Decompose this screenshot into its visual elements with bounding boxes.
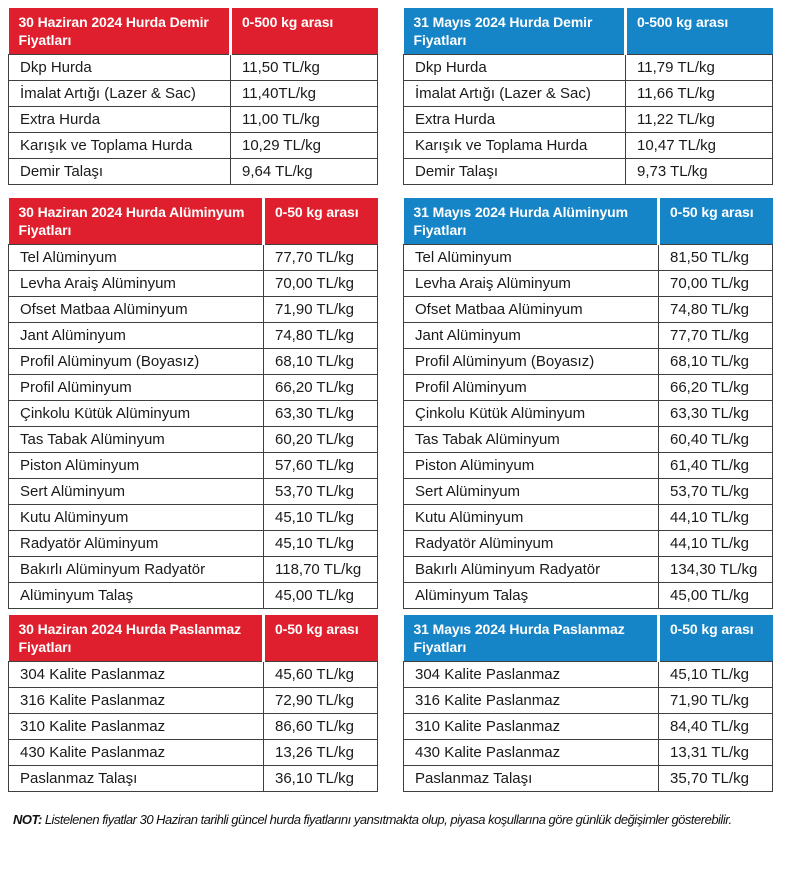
table-row — [9, 270, 378, 296]
table-row — [9, 80, 378, 106]
table-row — [404, 504, 773, 530]
table-header — [404, 615, 773, 661]
table-row — [404, 452, 773, 478]
item-price: 11,22 TL/kg — [626, 106, 773, 132]
table-title: 30 Haziran 2024 Hurda Alüminyum Fiyatları — [9, 198, 264, 244]
price-table-demir-31-mayis — [403, 8, 773, 185]
table-weight-range: 0-50 kg arası — [659, 615, 773, 661]
item-price: 9,64 TL/kg — [231, 158, 378, 184]
table-row — [9, 582, 378, 608]
item-price: 10,29 TL/kg — [231, 132, 378, 158]
item-price: 77,70 TL/kg — [659, 322, 773, 348]
item-price: 11,79 TL/kg — [626, 54, 773, 80]
item-price: 86,60 TL/kg — [264, 713, 378, 739]
item-label: 310 Kalite Paslanmaz — [9, 713, 264, 739]
item-label: Tas Tabak Alüminyum — [9, 426, 264, 452]
table-weight-range: 0-50 kg arası — [264, 615, 378, 661]
table-row — [9, 556, 378, 582]
table-row — [9, 426, 378, 452]
table-row — [9, 400, 378, 426]
table-row — [404, 739, 773, 765]
table-body — [9, 244, 378, 608]
item-label: Çinkolu Kütük Alüminyum — [9, 400, 264, 426]
item-label: Bakırlı Alüminyum Radyatör — [9, 556, 264, 582]
item-label: Demir Talaşı — [404, 158, 626, 184]
item-label: İmalat Artığı (Lazer & Sac) — [9, 80, 231, 106]
item-label: Alüminyum Talaş — [404, 582, 659, 608]
item-label: 316 Kalite Paslanmaz — [404, 687, 659, 713]
table-weight-range: 0-50 kg arası — [264, 198, 378, 244]
item-label: Çinkolu Kütük Alüminyum — [404, 400, 659, 426]
item-price: 35,70 TL/kg — [659, 765, 773, 791]
item-label: Kutu Alüminyum — [9, 504, 264, 530]
column-31-mayis — [403, 8, 773, 792]
price-table-aluminyum-31-mayis — [403, 198, 773, 609]
table-header — [404, 8, 773, 54]
table-header — [9, 198, 378, 244]
table-row — [404, 54, 773, 80]
table-header — [9, 8, 378, 54]
table-body — [9, 54, 378, 184]
table-row — [9, 296, 378, 322]
item-label: Profil Alüminyum — [404, 374, 659, 400]
table-row — [9, 504, 378, 530]
item-price: 57,60 TL/kg — [264, 452, 378, 478]
item-price: 61,40 TL/kg — [659, 452, 773, 478]
item-label: Piston Alüminyum — [9, 452, 264, 478]
table-row — [9, 374, 378, 400]
table-row — [9, 348, 378, 374]
price-table-demir-30-haziran — [8, 8, 378, 185]
item-label: Ofset Matbaa Alüminyum — [404, 296, 659, 322]
item-price: 53,70 TL/kg — [264, 478, 378, 504]
item-label: Tas Tabak Alüminyum — [404, 426, 659, 452]
item-price: 45,00 TL/kg — [264, 582, 378, 608]
table-row — [404, 374, 773, 400]
item-label: Profil Alüminyum (Boyasız) — [404, 348, 659, 374]
table-row — [9, 322, 378, 348]
item-label: Tel Alüminyum — [404, 244, 659, 270]
item-label: Dkp Hurda — [404, 54, 626, 80]
item-label: Kutu Alüminyum — [404, 504, 659, 530]
item-price: 77,70 TL/kg — [264, 244, 378, 270]
footer-note-prefix: NOT: — [13, 811, 42, 827]
item-label: Radyatör Alüminyum — [9, 530, 264, 556]
table-row — [9, 106, 378, 132]
item-label: Jant Alüminyum — [404, 322, 659, 348]
table-row — [404, 106, 773, 132]
item-label: Sert Alüminyum — [404, 478, 659, 504]
item-price: 81,50 TL/kg — [659, 244, 773, 270]
item-price: 11,50 TL/kg — [231, 54, 378, 80]
item-label: Karışık ve Toplama Hurda — [9, 132, 231, 158]
table-row — [404, 80, 773, 106]
item-label: Tel Alüminyum — [9, 244, 264, 270]
item-price: 134,30 TL/kg — [659, 556, 773, 582]
item-label: Radyatör Alüminyum — [404, 530, 659, 556]
item-label: Extra Hurda — [404, 106, 626, 132]
price-table-paslanmaz-30-haziran — [8, 615, 378, 792]
item-price: 118,70 TL/kg — [264, 556, 378, 582]
item-label: İmalat Artığı (Lazer & Sac) — [404, 80, 626, 106]
table-row — [9, 530, 378, 556]
table-row — [404, 687, 773, 713]
table-row — [404, 582, 773, 608]
item-price: 60,20 TL/kg — [264, 426, 378, 452]
item-label: 316 Kalite Paslanmaz — [9, 687, 264, 713]
item-label: Levha Araiş Alüminyum — [9, 270, 264, 296]
item-label: Levha Araiş Alüminyum — [404, 270, 659, 296]
item-price: 45,10 TL/kg — [659, 661, 773, 687]
item-price: 45,00 TL/kg — [659, 582, 773, 608]
price-table-paslanmaz-31-mayis — [403, 615, 773, 792]
column-30-haziran — [8, 8, 378, 792]
item-price: 63,30 TL/kg — [264, 400, 378, 426]
item-label: Demir Talaşı — [9, 158, 231, 184]
table-weight-range: 0-500 kg arası — [231, 8, 378, 54]
item-price: 11,40TL/kg — [231, 80, 378, 106]
table-row — [9, 478, 378, 504]
price-table-aluminyum-30-haziran — [8, 198, 378, 609]
item-price: 74,80 TL/kg — [659, 296, 773, 322]
table-row — [9, 132, 378, 158]
table-body — [404, 244, 773, 608]
item-label: Paslanmaz Talaşı — [9, 765, 264, 791]
item-price: 71,90 TL/kg — [659, 687, 773, 713]
item-price: 36,10 TL/kg — [264, 765, 378, 791]
table-row — [404, 556, 773, 582]
item-price: 13,31 TL/kg — [659, 739, 773, 765]
item-label: Piston Alüminyum — [404, 452, 659, 478]
item-label: Paslanmaz Talaşı — [404, 765, 659, 791]
item-price: 70,00 TL/kg — [659, 270, 773, 296]
item-price: 66,20 TL/kg — [264, 374, 378, 400]
table-row — [404, 478, 773, 504]
table-row — [9, 158, 378, 184]
item-price: 45,60 TL/kg — [264, 661, 378, 687]
item-price: 63,30 TL/kg — [659, 400, 773, 426]
table-row — [404, 713, 773, 739]
item-price: 44,10 TL/kg — [659, 504, 773, 530]
item-price: 11,66 TL/kg — [626, 80, 773, 106]
item-label: 304 Kalite Paslanmaz — [404, 661, 659, 687]
footer-note — [8, 812, 800, 827]
tables-grid — [8, 8, 800, 792]
footer-note-text: Listelenen fiyatlar 30 Haziran tarihli güncel hurda fiyatlarını yansıtmakta olup, piyasa koşullarına göre günlük değişimler gösterebilir. — [44, 811, 732, 827]
table-row — [404, 426, 773, 452]
item-price: 68,10 TL/kg — [659, 348, 773, 374]
table-row — [404, 244, 773, 270]
table-title: 30 Haziran 2024 Hurda Demir Fiyatları — [9, 8, 231, 54]
table-row — [404, 296, 773, 322]
table-row — [404, 348, 773, 374]
item-label: Karışık ve Toplama Hurda — [404, 132, 626, 158]
item-label: 310 Kalite Paslanmaz — [404, 713, 659, 739]
table-row — [404, 661, 773, 687]
table-row — [9, 713, 378, 739]
item-price: 74,80 TL/kg — [264, 322, 378, 348]
table-row — [9, 244, 378, 270]
table-header — [404, 198, 773, 244]
item-price: 45,10 TL/kg — [264, 530, 378, 556]
table-body — [9, 661, 378, 791]
table-title: 31 Mayıs 2024 Hurda Alüminyum Fiyatları — [404, 198, 659, 244]
item-price: 9,73 TL/kg — [626, 158, 773, 184]
item-price: 11,00 TL/kg — [231, 106, 378, 132]
table-row — [9, 687, 378, 713]
table-title: 30 Haziran 2024 Hurda Paslanmaz Fiyatları — [9, 615, 264, 661]
item-price: 68,10 TL/kg — [264, 348, 378, 374]
table-row — [404, 132, 773, 158]
item-label: Profil Alüminyum — [9, 374, 264, 400]
item-price: 66,20 TL/kg — [659, 374, 773, 400]
table-row — [404, 270, 773, 296]
table-row — [404, 322, 773, 348]
item-price: 70,00 TL/kg — [264, 270, 378, 296]
item-label: Ofset Matbaa Alüminyum — [9, 296, 264, 322]
table-row — [404, 765, 773, 791]
item-label: Alüminyum Talaş — [9, 582, 264, 608]
table-row — [9, 661, 378, 687]
item-label: 430 Kalite Paslanmaz — [9, 739, 264, 765]
item-price: 13,26 TL/kg — [264, 739, 378, 765]
table-row — [9, 739, 378, 765]
table-header — [9, 615, 378, 661]
item-price: 72,90 TL/kg — [264, 687, 378, 713]
table-row — [404, 400, 773, 426]
item-price: 53,70 TL/kg — [659, 478, 773, 504]
item-label: Jant Alüminyum — [9, 322, 264, 348]
item-price: 45,10 TL/kg — [264, 504, 378, 530]
table-body — [404, 54, 773, 184]
table-title: 31 Mayıs 2024 Hurda Demir Fiyatları — [404, 8, 626, 54]
item-price: 60,40 TL/kg — [659, 426, 773, 452]
table-weight-range: 0-500 kg arası — [626, 8, 773, 54]
table-title: 31 Mayıs 2024 Hurda Paslanmaz Fiyatları — [404, 615, 659, 661]
table-row — [9, 452, 378, 478]
item-label: Profil Alüminyum (Boyasız) — [9, 348, 264, 374]
table-weight-range: 0-50 kg arası — [659, 198, 773, 244]
item-label: 304 Kalite Paslanmaz — [9, 661, 264, 687]
item-label: 430 Kalite Paslanmaz — [404, 739, 659, 765]
item-price: 44,10 TL/kg — [659, 530, 773, 556]
item-label: Dkp Hurda — [9, 54, 231, 80]
item-label: Sert Alüminyum — [9, 478, 264, 504]
table-row — [404, 530, 773, 556]
item-label: Extra Hurda — [9, 106, 231, 132]
table-row — [9, 54, 378, 80]
item-price: 71,90 TL/kg — [264, 296, 378, 322]
item-price: 10,47 TL/kg — [626, 132, 773, 158]
item-label: Bakırlı Alüminyum Radyatör — [404, 556, 659, 582]
table-row — [404, 158, 773, 184]
item-price: 84,40 TL/kg — [659, 713, 773, 739]
table-row — [9, 765, 378, 791]
table-body — [404, 661, 773, 791]
